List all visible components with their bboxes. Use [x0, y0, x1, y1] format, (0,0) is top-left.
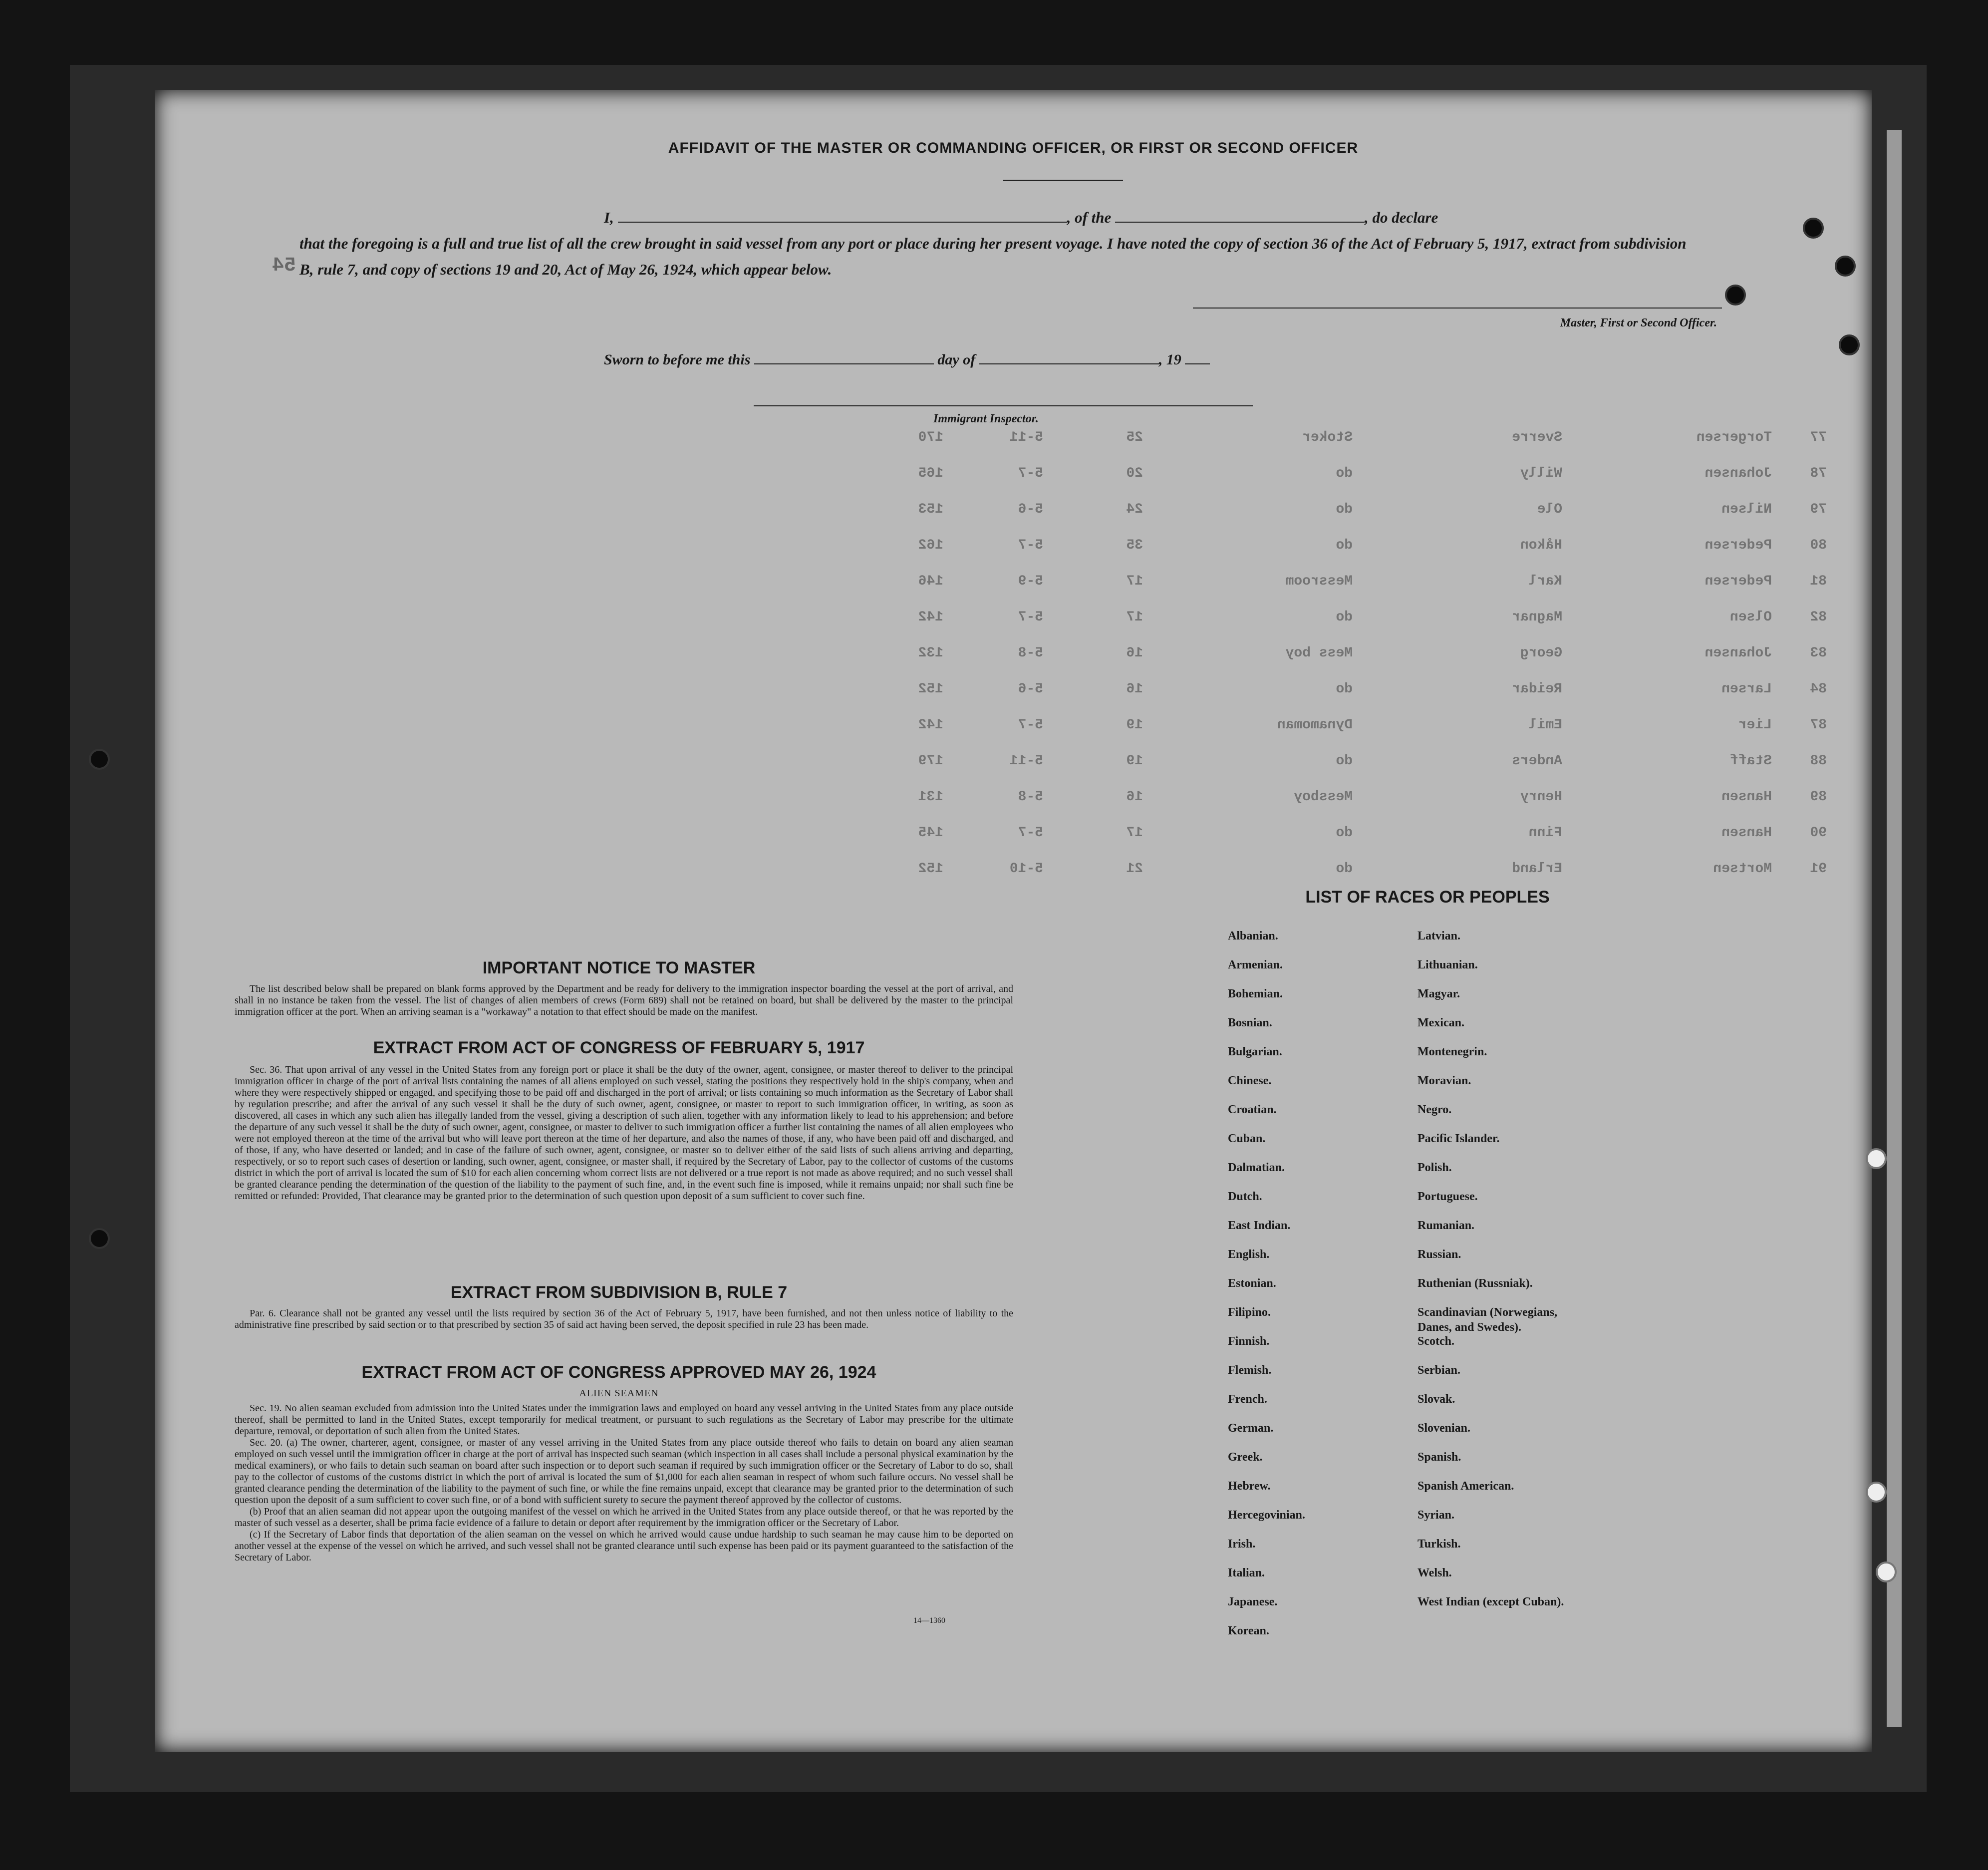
crew-surname: Pedersen [1704, 573, 1772, 589]
crew-given-name: Karl [1528, 573, 1562, 589]
race-item: Korean. [1228, 1624, 1269, 1637]
crew-bleed-row [280, 419, 1827, 455]
crew-height: 5-7 [1018, 825, 1043, 841]
race-item: Ruthenian (Russniak). [1418, 1277, 1533, 1290]
crew-age: 21 [1126, 861, 1143, 877]
race-item: Russian. [1418, 1248, 1461, 1261]
i-label: I, [604, 209, 614, 226]
crew-surname: Larsen [1721, 681, 1772, 697]
crew-bleed-row [280, 563, 1827, 599]
race-item: Japanese. [1228, 1595, 1278, 1608]
crew-weight: 146 [918, 573, 943, 589]
binder-hole [1876, 1561, 1897, 1582]
race-item: Rumanian. [1418, 1219, 1475, 1232]
race-item: Greek. [1228, 1451, 1263, 1464]
race-item: Filipino. [1228, 1306, 1271, 1319]
crew-height: 5-7 [1018, 465, 1043, 481]
crew-age: 24 [1126, 501, 1143, 517]
sec-19-text: Sec. 19. No alien seaman excluded from admission into the United States under the immigration laws and employed on board any vessel arriving in the United States from any place outside thereof, shall be permitted to land in the United States, except temporarily for medical treatment, or pursuant to such regulations as the Secretary of Labor may prescribe for the ultimate departure, removal, or deportation of such alien from the United States. [235, 1403, 1013, 1437]
crew-age: 16 [1126, 681, 1143, 697]
extract-rule7-body [235, 1308, 1013, 1331]
important-notice-title: IMPORTANT NOTICE TO MASTER [482, 958, 756, 977]
race-item: Dalmatian. [1228, 1161, 1285, 1174]
race-item: Bosnian. [1228, 1016, 1272, 1029]
crew-height: 5-9 [1018, 573, 1043, 589]
crew-given-name: Anders [1512, 753, 1562, 769]
crew-given-name: Georg [1520, 645, 1562, 661]
sheet-edge [1887, 130, 1902, 1727]
crew-line-number: 91 [1810, 861, 1827, 877]
crew-age: 17 [1126, 573, 1143, 589]
crew-list-bleedthrough [280, 419, 1827, 958]
race-item: Syrian. [1418, 1509, 1455, 1522]
crew-height: 5-7 [1018, 717, 1043, 733]
binder-hole [1866, 1148, 1887, 1169]
race-item: Hebrew. [1228, 1480, 1271, 1493]
crew-surname: Johansen [1704, 465, 1772, 481]
race-item: Italian. [1228, 1566, 1265, 1579]
crew-line-number: 78 [1810, 465, 1827, 481]
margin-number: 54 [272, 255, 296, 277]
crew-height: 5-6 [1018, 681, 1043, 697]
title-rule [1003, 180, 1123, 181]
affidavit-text [284, 205, 1722, 283]
crew-rating: Messroom [1285, 573, 1353, 589]
race-item: Welsh. [1418, 1566, 1452, 1579]
crew-line-number: 89 [1810, 789, 1827, 805]
crew-bleed-row [280, 491, 1827, 527]
crew-age: 17 [1126, 825, 1143, 841]
crew-line-number: 81 [1810, 573, 1827, 589]
crew-rating: do [1336, 501, 1353, 517]
sworn-line [604, 348, 1602, 368]
binder-hole [89, 1228, 110, 1249]
signature-line [1193, 308, 1722, 309]
manifest-page [155, 90, 1872, 1752]
crew-given-name: Emil [1528, 717, 1562, 733]
race-item: Spanish American. [1418, 1480, 1514, 1493]
crew-line-number: 88 [1810, 753, 1827, 769]
race-item: Mexican. [1418, 1016, 1464, 1029]
crew-weight: 132 [918, 645, 943, 661]
crew-surname: Hansen [1721, 789, 1772, 805]
crew-given-name: Reidar [1512, 681, 1562, 697]
crew-height: 5-7 [1018, 537, 1043, 553]
crew-age: 19 [1126, 717, 1143, 733]
crew-line-number: 79 [1810, 501, 1827, 517]
crew-weight: 152 [918, 861, 943, 877]
crew-rating: do [1336, 465, 1353, 481]
crew-weight: 142 [918, 717, 943, 733]
inspector-line [754, 405, 1253, 406]
signature-caption: Master, First or Second Officer. [1560, 316, 1717, 329]
binder-hole [1803, 218, 1824, 239]
crew-bleed-row [280, 779, 1827, 815]
crew-height: 5-6 [1018, 501, 1043, 517]
crew-surname: Mortsen [1713, 861, 1772, 877]
crew-weight: 152 [918, 681, 943, 697]
crew-bleed-row [280, 635, 1827, 671]
crew-age: 25 [1126, 429, 1143, 445]
binder-hole [1835, 256, 1856, 277]
race-item: Latvian. [1418, 930, 1461, 942]
crew-surname: Pedersen [1704, 537, 1772, 553]
crew-age: 35 [1126, 537, 1143, 553]
crew-rating: do [1336, 861, 1353, 877]
crew-rating: Messboy [1294, 789, 1353, 805]
race-item: Scotch. [1418, 1335, 1454, 1348]
crew-rating: Stoker [1302, 429, 1353, 445]
crew-weight: 162 [918, 537, 943, 553]
crew-bleed-row [280, 455, 1827, 491]
race-item: Flemish. [1228, 1364, 1272, 1377]
race-item: Pacific Islander. [1418, 1132, 1500, 1145]
race-item: Lithuanian. [1418, 958, 1478, 971]
race-item: East Indian. [1228, 1219, 1291, 1232]
crew-given-name: Magnar [1512, 609, 1562, 625]
crew-given-name: Erland [1512, 861, 1562, 877]
crew-bleed-row [280, 599, 1827, 635]
crew-height: 5-11 [1009, 753, 1043, 769]
crew-age: 17 [1126, 609, 1143, 625]
vessel-blank [1115, 207, 1365, 223]
crew-surname: Lier [1738, 717, 1772, 733]
crew-age: 16 [1126, 789, 1143, 805]
race-item: Slovak. [1418, 1393, 1455, 1406]
alien-seamen-subtitle: ALIEN SEAMEN [579, 1388, 659, 1399]
race-item: Turkish. [1418, 1538, 1461, 1551]
sworn-prefix: Sworn to before me this [604, 351, 751, 368]
of-the-label: , of the [1067, 209, 1112, 226]
crew-rating: do [1336, 537, 1353, 553]
race-item: Armenian. [1228, 958, 1283, 971]
extract-1924-body [235, 1403, 1013, 1563]
crew-weight: 142 [918, 609, 943, 625]
binder-hole [1839, 334, 1860, 355]
race-item: Magyar. [1418, 987, 1460, 1000]
declare-label: , do declare [1365, 209, 1438, 226]
crew-line-number: 82 [1810, 609, 1827, 625]
crew-weight: 165 [918, 465, 943, 481]
extract-rule7-title: EXTRACT FROM SUBDIVISION B, RULE 7 [450, 1283, 788, 1302]
crew-rating: do [1336, 681, 1353, 697]
crew-surname: Johansen [1704, 645, 1772, 661]
race-item: Finnish. [1228, 1335, 1270, 1348]
crew-line-number: 84 [1810, 681, 1827, 697]
important-notice-text: The list described below shall be prepared on blank forms approved by the Department and be ready for delivery to the immigration inspector boarding the vessel at the port of arrival, and shall in no instance be taken from the vessel. The list of changes of alien members of crews (Form 689) shall not be retained on board, but shall be delivered by the master to the principal immigration officer at the port. When an arriving seaman is a "workaway" a notation to that effect should be made on the manifest. [235, 983, 1013, 1017]
race-item: Scandinavian (Norwegians, Danes, and Swedes). [1418, 1306, 1558, 1334]
race-item: Moravian. [1418, 1074, 1471, 1087]
extract-1917-text: Sec. 36. That upon arrival of any vessel in the United States from any foreign port or place it shall be the duty of the owner, agent, consignee, or master thereof to deliver to the principal immigration officer in charge of the port of arrival lists containing the names of all aliens employed on such vessel, stating the positions they respectively hold in the ship's company, when and where they were respectively shipped or engaged, and specifying those to be paid off and discharged in the port of arrival; or lists containing so much information as the Secretary of Labor shall by regulation prescribe; and after the arrival of any such vessel it shall be the duty of such owner, agent, consignee, or master to report to such immigration officer, in writing, as soon as discovered, all cases in which any such alien has illegally landed from the vessel, giving a description of such alien, together with any information likely to lead to his apprehension; and before the departure of any such vessel it shall be the duty of such owner, agent, consignee, or master to deliver to such immigration officer a further list containing the names of all alien employees who were not employed thereon at the time of the arrival but who will leave port thereon at the time of her departure, and also the names of those, if any, who have been paid off and discharged, and of those, if any, who have deserted or landed; and in case of the failure of such owner, agent, consignee, or master so to deliver either of the said lists of such aliens arriving and departing, respectively, or so to report such cases of desertion or landing, such owner, agent, consignee, or master shall, if required by the Secretary of Labor, pay to the collector of customs of the customs district in which the port of arrival is located the sum of $10 for each alien concerning whom correct lists are not delivered or a true report is not made as above required; and no such vessel shall be granted clearance pending the determination of the question of the liability to the payment of such fine, and, in the event such fine is imposed, while it remains unpaid; nor shall such fine be remitted or refunded: Provided, That clearance may be granted prior to the determination of such question upon deposit of a sum sufficient to cover such fine. [235, 1064, 1013, 1202]
crew-surname: Nilsen [1721, 501, 1772, 517]
sworn-month-blank [979, 348, 1159, 364]
race-item: Bohemian. [1228, 987, 1283, 1000]
crew-surname: Torgersen [1696, 429, 1772, 445]
crew-weight: 153 [918, 501, 943, 517]
race-item: English. [1228, 1248, 1270, 1261]
sec-20a-text: Sec. 20. (a) The owner, charterer, agent, consignee, or master of any vessel arriving in the United States from any place outside thereof who fails to detain on board any alien seaman employed on such vessel until the immigration officer in charge at the port of arrival has inspected such seaman (which inspection in all cases shall include a personal physical examination by the medical examiners), or who fails to detain such seaman on board after such inspection or to deport such seaman if required by such immigration officer or the Secretary of Labor to do so, shall pay to the collector of customs of the customs district in which the port of arrival is located the sum of $1,000 for each alien seaman in respect of whom such failure occurs. No vessel shall be granted clearance pending the determination of the liability to the payment of such fine, or while the fine remains unpaid, except that clearance may be granted prior to the determination of such question upon the deposit of a sum sufficient to cover such fine, or of a bond with sufficient surety to secure the payment thereof approved by the collector of customs. [235, 1437, 1013, 1506]
race-item: Slovenian. [1418, 1422, 1471, 1435]
extract-rule7-text: Par. 6. Clearance shall not be granted any vessel until the lists required by section 36 of the Act of February 5, 1917, have been furnished, and not then unless notice of liability to the administrative fine prescribed by said section or to that prescribed by section 35 of said act having been served, the deposit specified in rule 23 has been made. [235, 1308, 1013, 1330]
name-blank [618, 207, 1067, 223]
crew-given-name: Henry [1520, 789, 1562, 805]
crew-line-number: 77 [1810, 429, 1827, 445]
sworn-year-label: , 19 [1158, 351, 1181, 368]
crew-bleed-row [280, 671, 1827, 707]
crew-given-name: Willy [1520, 465, 1562, 481]
crew-rating: Dynamoman [1277, 717, 1353, 733]
affidavit-title: AFFIDAVIT OF THE MASTER OR COMMANDING OFFICER, OR FIRST OR SECOND OFFICER [668, 140, 1359, 156]
race-item: Serbian. [1418, 1364, 1461, 1377]
crew-line-number: 87 [1810, 717, 1827, 733]
race-item: Portuguese. [1418, 1190, 1478, 1203]
crew-height: 5-10 [1009, 861, 1043, 877]
binder-hole [1866, 1482, 1887, 1503]
sworn-year-blank [1185, 348, 1210, 364]
race-item: Dutch. [1228, 1190, 1262, 1203]
crew-given-name: Håkon [1520, 537, 1562, 553]
race-item: Estonian. [1228, 1277, 1276, 1290]
crew-rating: do [1336, 609, 1353, 625]
race-item: Albanian. [1228, 930, 1278, 942]
crew-surname: Hansen [1721, 825, 1772, 841]
race-item: German. [1228, 1422, 1274, 1435]
crew-line-number: 90 [1810, 825, 1827, 841]
crew-line-number: 83 [1810, 645, 1827, 661]
crew-weight: 179 [918, 753, 943, 769]
race-item: Chinese. [1228, 1074, 1272, 1087]
extract-1924-title: EXTRACT FROM ACT OF CONGRESS APPROVED MAY 26, 1924 [361, 1363, 876, 1382]
race-item: Irish. [1228, 1538, 1256, 1551]
crew-bleed-row [280, 851, 1827, 887]
crew-height: 5-11 [1009, 429, 1043, 445]
crew-height: 5-8 [1018, 645, 1043, 661]
crew-given-name: Sverre [1512, 429, 1562, 445]
crew-age: 19 [1126, 753, 1143, 769]
form-number: 14—1360 [913, 1616, 945, 1625]
important-notice-body [235, 983, 1013, 1018]
crew-surname: Olsen [1729, 609, 1772, 625]
crew-age: 16 [1126, 645, 1143, 661]
crew-rating: Mess boy [1285, 645, 1353, 661]
crew-height: 5-7 [1018, 609, 1043, 625]
race-item: West Indian (except Cuban). [1418, 1595, 1564, 1608]
race-item: Montenegrin. [1418, 1045, 1487, 1058]
sworn-day-blank [754, 348, 934, 364]
crew-weight: 145 [918, 825, 943, 841]
crew-bleed-row [280, 815, 1827, 851]
extract-1917-body [235, 1064, 1013, 1202]
binder-hole [1725, 285, 1746, 306]
binder-hole [89, 749, 110, 770]
crew-height: 5-8 [1018, 789, 1043, 805]
crew-surname: Staff [1729, 753, 1772, 769]
race-item: Bulgarian. [1228, 1045, 1282, 1058]
inspector-caption: Immigrant Inspector. [933, 412, 1039, 425]
race-item: French. [1228, 1393, 1267, 1406]
crew-weight: 131 [918, 789, 943, 805]
crew-bleed-row [280, 527, 1827, 563]
sec-20b-text: (b) Proof that an alien seaman did not appear upon the outgoing manifest of the vessel on which he arrived in the United States from any place outside thereof, or that he was reported by the master of such vessel as a deserter, shall be prima facie evidence of a failure to detain or deport after requirement by the immigration officer or the Secretary of Labor. [235, 1506, 1013, 1529]
crew-bleed-row [280, 743, 1827, 779]
extract-1917-title: EXTRACT FROM ACT OF CONGRESS OF FEBRUARY 5, 1917 [373, 1038, 865, 1057]
sworn-day-label: day of [937, 351, 976, 368]
races-title: LIST OF RACES OR PEOPLES [1305, 888, 1550, 907]
race-item: Croatian. [1228, 1103, 1277, 1116]
sec-20c-text: (c) If the Secretary of Labor finds that deportation of the alien seaman on the vessel on which he arrived would cause undue hardship to such seaman he may cause him to be deported on another vessel at the expense of the vessel on which he arrived, and such vessel shall not be granted clearance until such expense has been paid or its payment guaranteed to the satisfaction of the Secretary of Labor. [235, 1529, 1013, 1563]
crew-rating: do [1336, 753, 1353, 769]
crew-weight: 170 [918, 429, 943, 445]
race-item: Polish. [1418, 1161, 1452, 1174]
race-item: Negro. [1418, 1103, 1452, 1116]
race-item: Hercegovinian. [1228, 1509, 1305, 1522]
crew-age: 20 [1126, 465, 1143, 481]
race-item: Cuban. [1228, 1132, 1266, 1145]
crew-given-name: Finn [1528, 825, 1562, 841]
crew-rating: do [1336, 825, 1353, 841]
race-item: Spanish. [1418, 1451, 1461, 1464]
crew-bleed-row [280, 707, 1827, 743]
crew-line-number: 80 [1810, 537, 1827, 553]
affidavit-body: that the foregoing is a full and true list of all the crew brought in said vessel from any port or place during her present voyage. I have noted the copy of section 36 of the Act of February 5, 1917, extract from subdivision B, rule 7, and copy of sections 19 and 20, Act of May 26, 1924, which appear below. [299, 235, 1687, 278]
crew-given-name: Ole [1537, 501, 1562, 517]
